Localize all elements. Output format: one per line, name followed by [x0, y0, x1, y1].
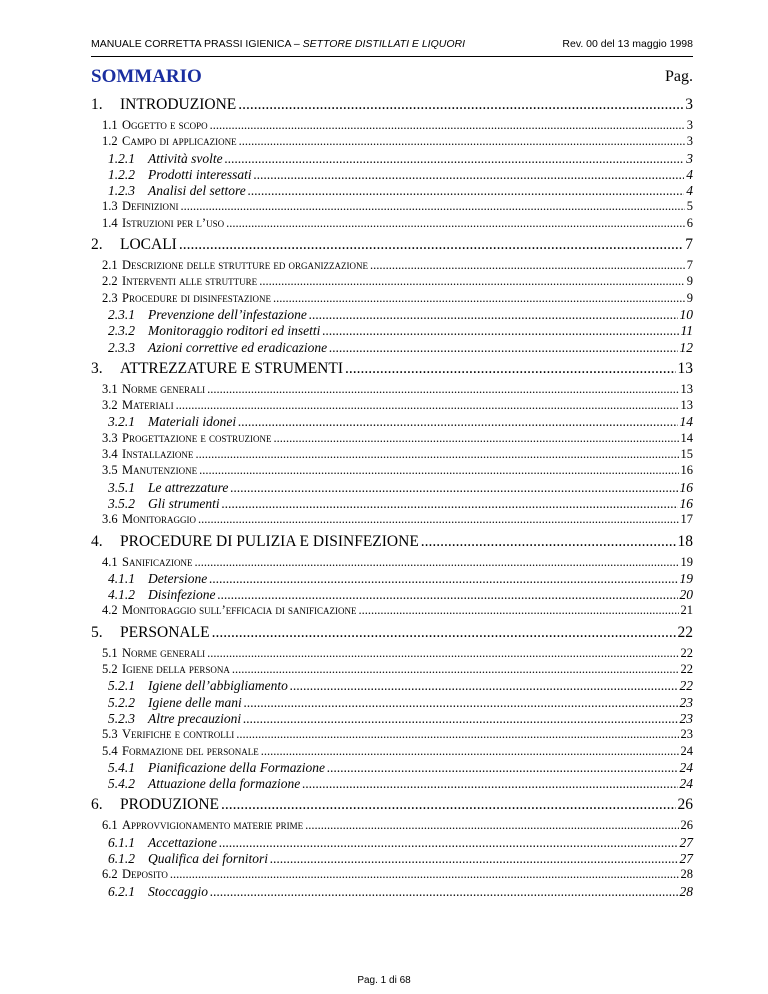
header-title-sector: SETTORE DISTILLATI E LIQUORI — [302, 38, 466, 50]
toc-subsection[interactable] — [91, 776, 693, 792]
toc-section[interactable] — [91, 431, 693, 447]
toc-entry-label: Altre precauzioni — [148, 710, 242, 726]
toc-chapter[interactable] — [91, 624, 693, 646]
page-column-label: Pag. — [665, 68, 693, 85]
toc-subsection[interactable] — [91, 167, 693, 183]
toc-section[interactable] — [91, 382, 693, 398]
toc-entry-page: 24 — [679, 759, 693, 775]
toc-section[interactable] — [91, 603, 693, 619]
toc-entry-label: Gli strumenti — [148, 495, 220, 511]
header-title — [91, 38, 465, 50]
toc-entry-label: Deposito — [122, 867, 168, 882]
toc-entry-label: Igiene delle mani — [148, 694, 242, 710]
toc-entry-number: 6.1.1 — [108, 834, 135, 850]
toc-dot-leader — [236, 727, 678, 740]
toc-dot-leader — [327, 760, 678, 774]
toc-dot-leader — [199, 463, 678, 476]
toc-entry-page: 9 — [686, 290, 693, 305]
toc-chapter[interactable] — [91, 236, 693, 258]
toc-entry-number: 2.2 — [102, 274, 118, 289]
toc-dot-leader — [207, 646, 678, 659]
toc-dot-leader — [181, 199, 685, 212]
toc-subsection[interactable] — [91, 711, 693, 727]
toc-entry-number: 1.2 — [102, 134, 118, 149]
toc-dot-leader — [239, 134, 685, 147]
header-title-prefix: MANUALE CORRETTA PRASSI IGIENICA – — [91, 38, 303, 50]
toc-entry-page: 14 — [679, 414, 693, 430]
toc-section[interactable] — [91, 727, 693, 743]
toc-entry-label: Attività svolte — [148, 150, 223, 166]
toc-section[interactable] — [91, 867, 693, 883]
toc-entry-label: Verifiche e controlli — [122, 727, 235, 742]
toc-subsection[interactable] — [91, 480, 693, 496]
toc-entry-label: Qualifica dei fornitori — [148, 850, 268, 866]
toc-entry-label: Igiene dell’abbigliamento — [148, 678, 288, 694]
toc-dot-leader — [225, 151, 685, 165]
toc-entry-page: 16 — [679, 495, 693, 511]
toc-entry-number: 3.2.1 — [108, 414, 135, 430]
toc-entry-page: 23 — [679, 710, 693, 726]
toc-entry-label: Procedure di disinfestazione — [122, 290, 271, 305]
toc-entry-number: 1.2.3 — [108, 183, 135, 199]
toc-entry-label: Manutenzione — [122, 463, 198, 478]
toc-entry-label: Prevenzione dell’infestazione — [148, 306, 307, 322]
toc-entry-number: 4.1.1 — [108, 570, 135, 586]
toc-chapter[interactable] — [91, 533, 693, 555]
toc-entry-number: 5.2.2 — [108, 694, 135, 710]
toc-entry-label: Attuazione della formazione — [148, 776, 301, 792]
toc-entry-label: Monitoraggio sull’efficacia di sanificazione — [122, 603, 357, 618]
toc-entry-number: 1. — [91, 96, 103, 113]
toc-dot-leader — [179, 236, 683, 252]
toc-dot-leader — [230, 480, 677, 494]
toc-entry-page: 3 — [686, 118, 693, 132]
toc-entry-number: 4.2 — [102, 603, 118, 618]
toc-entry-number: 3.2 — [102, 398, 118, 413]
toc-dot-leader — [210, 884, 678, 898]
toc-section[interactable] — [91, 398, 693, 414]
toc-dot-leader — [209, 571, 677, 585]
toc-entry-number: 5.2.1 — [108, 678, 135, 694]
toc-subsection[interactable] — [91, 340, 693, 356]
toc-entry-number: 5.4.1 — [108, 759, 135, 775]
toc-entry-page: 13 — [680, 398, 693, 413]
header-revision: Rev. 00 del 13 maggio 1998 — [562, 38, 693, 50]
toc-entry-number: 1.2.2 — [108, 166, 135, 182]
toc-dot-leader — [345, 360, 675, 376]
toc-section[interactable] — [91, 646, 693, 662]
toc-dot-leader — [370, 258, 685, 271]
toc-dot-leader — [207, 382, 678, 395]
toc-entry-label: Materiali idonei — [148, 414, 237, 430]
toc-entry-page: 17 — [680, 512, 693, 527]
toc-entry-page: 13 — [680, 381, 693, 396]
toc-entry-number: 3. — [91, 359, 103, 377]
toc-dot-leader — [222, 496, 678, 510]
toc-entry-page: 15 — [680, 447, 693, 462]
toc-section[interactable] — [91, 274, 693, 290]
toc-entry-number: 5.1 — [102, 645, 118, 660]
toc-entry-page: 26 — [680, 818, 693, 833]
toc-entry-number: 3.4 — [102, 447, 118, 462]
toc-dot-leader — [305, 818, 678, 831]
toc-entry-label: Progettazione e costruzione — [122, 430, 272, 445]
toc-section[interactable] — [91, 291, 693, 307]
toc-section[interactable] — [91, 258, 693, 274]
toc-subsection[interactable] — [91, 496, 693, 512]
toc-section[interactable] — [91, 199, 693, 215]
toc-entry-label: Descrizione delle strutture ed organizzazione — [122, 258, 368, 273]
toc-entry-label: Campo di applicazione — [122, 134, 237, 149]
toc-subsection[interactable] — [91, 414, 693, 430]
toc-entry-page: 5 — [686, 199, 693, 214]
toc-dot-leader — [195, 447, 678, 460]
toc-entry-label: Istruzioni per l’uso — [122, 215, 225, 230]
toc-entry-number: 4.1.2 — [108, 587, 135, 603]
toc-dot-leader — [176, 398, 679, 411]
toc-entry-page: 7 — [685, 236, 693, 254]
toc-entry-number: 2.3.3 — [108, 339, 135, 355]
toc-entry-number: 1.1 — [102, 118, 118, 132]
toc-entry-page: 22 — [677, 623, 693, 641]
toc-entry-page: 28 — [679, 883, 693, 899]
toc-dot-leader — [221, 796, 675, 812]
toc-dot-leader — [421, 533, 676, 549]
toc-entry-page: 19 — [680, 554, 693, 569]
toc-entry-page: 9 — [686, 274, 693, 289]
toc-entry-page: 3 — [686, 134, 693, 149]
toc-entry-page: 20 — [679, 587, 693, 603]
toc-entry-number: 3.3 — [102, 430, 118, 445]
toc-dot-leader — [198, 512, 679, 525]
toc-dot-leader — [358, 603, 678, 616]
toc-entry-number: 1.2.1 — [108, 150, 135, 166]
toc-entry-page: 4 — [686, 183, 693, 199]
toc-dot-leader — [273, 291, 685, 304]
toc-entry-number: 3.5 — [102, 463, 118, 478]
toc-entry-page: 10 — [679, 306, 693, 322]
toc-dot-leader — [226, 216, 685, 229]
toc-entry-label: Interventi alle strutture — [122, 274, 258, 289]
toc-subsection[interactable] — [91, 571, 693, 587]
toc-title: SOMMARIO — [91, 66, 202, 87]
toc-chapter[interactable] — [91, 796, 693, 818]
toc-dot-leader — [248, 183, 685, 197]
toc-entry-label: LOCALI — [120, 236, 177, 254]
toc-dot-leader — [212, 624, 676, 640]
toc-entry-page: 14 — [680, 430, 693, 445]
toc-entry-page: 21 — [680, 603, 693, 618]
toc-entry-label: Azioni correttive ed eradicazione — [148, 339, 328, 355]
toc-entry-number: 4.1 — [102, 554, 118, 569]
toc-section[interactable] — [91, 216, 693, 232]
toc-entry-page: 6 — [686, 215, 693, 230]
toc-entry-label: Definizioni — [122, 199, 179, 214]
toc-section[interactable] — [91, 744, 693, 760]
toc-entry-label: Oggetto e scopo — [122, 118, 208, 132]
toc-entry-number: 4. — [91, 532, 103, 550]
toc-entry-label: Monitoraggio — [122, 512, 196, 527]
toc-entry-label: Stoccaggio — [148, 883, 208, 899]
toc-entry-label: Igiene della persona — [122, 662, 230, 677]
toc-subsection[interactable] — [91, 835, 693, 851]
toc-entry-label: Norme generali — [122, 381, 206, 396]
toc-entry-label: PROCEDURE DI PULIZIA E DISINFEZIONE — [120, 532, 419, 550]
toc-subsection[interactable] — [91, 678, 693, 694]
toc-entry-label: Formazione del personale — [122, 743, 259, 758]
toc-entry-page: 23 — [679, 694, 693, 710]
toc-entry-page: 18 — [677, 532, 693, 550]
toc-entry-number: 5. — [91, 623, 103, 641]
toc-subsection[interactable] — [91, 851, 693, 867]
page-header — [91, 38, 693, 52]
toc-entry-number: 2.3.2 — [108, 323, 135, 339]
toc-entry-label: Analisi del settore — [148, 183, 246, 199]
toc-dot-leader — [194, 555, 678, 568]
toc-section[interactable] — [91, 134, 693, 150]
toc-entry-label: Installazione — [122, 447, 194, 462]
toc-entry-number: 3.5.1 — [108, 479, 135, 495]
toc-entry-label: Prodotti interessati — [148, 166, 252, 182]
toc-dot-leader — [243, 711, 677, 725]
toc-entry-number: 3.5.2 — [108, 495, 135, 511]
header-rule — [91, 56, 693, 57]
toc-entry-number: 2.3.1 — [108, 306, 135, 322]
toc-entry-label: Detersione — [148, 570, 208, 586]
toc-section[interactable] — [91, 555, 693, 571]
toc-entry-page: 4 — [686, 166, 693, 182]
toc-section[interactable] — [91, 463, 693, 479]
toc-chapter[interactable] — [91, 96, 693, 118]
toc-dot-leader — [302, 776, 677, 790]
toc-dot-leader — [290, 678, 678, 692]
toc-entry-page: 11 — [680, 323, 693, 339]
toc-entry-number: 5.4.2 — [108, 776, 135, 792]
toc-entry-label: Le attrezzature — [148, 479, 229, 495]
toc-entry-page: 26 — [677, 796, 693, 814]
toc-dot-leader — [238, 96, 683, 112]
toc-entry-page: 27 — [679, 834, 693, 850]
toc-entry-number: 5.2.3 — [108, 710, 135, 726]
toc-chapter[interactable] — [91, 360, 693, 382]
toc-entry-number: 6. — [91, 796, 103, 814]
toc-entry-number: 3.1 — [102, 381, 118, 396]
toc-entry-label: PRODUZIONE — [120, 796, 220, 814]
toc-entry-number: 1.4 — [102, 215, 118, 230]
toc-dot-leader — [322, 323, 678, 337]
toc-entry-label: Norme generali — [122, 645, 206, 660]
toc-entry-page: 27 — [679, 850, 693, 866]
toc-entry-number: 2.3 — [102, 290, 118, 305]
toc-dot-leader — [270, 851, 678, 865]
toc-entry-label: Approvvigionamento materie prime — [122, 818, 304, 833]
toc-entry-page: 28 — [680, 867, 693, 882]
toc-dot-leader — [259, 274, 685, 287]
toc-entry-label: Pianificazione della Formazione — [148, 759, 325, 775]
toc-entry-page: 22 — [680, 645, 693, 660]
table-of-contents — [91, 92, 693, 900]
toc-entry-page: 22 — [680, 662, 693, 677]
toc-dot-leader — [238, 414, 677, 428]
toc-entry-number: 6.2.1 — [108, 883, 135, 899]
toc-entry-number: 2. — [91, 236, 103, 254]
toc-entry-page: 24 — [679, 776, 693, 792]
toc-subsection[interactable] — [91, 307, 693, 323]
toc-subsection[interactable] — [91, 183, 693, 199]
toc-entry-label: Materiali — [122, 398, 174, 413]
toc-entry-label: PERSONALE — [120, 623, 210, 641]
toc-entry-number: 2.1 — [102, 258, 118, 273]
toc-entry-page: 16 — [680, 463, 693, 478]
toc-entry-number: 6.1 — [102, 818, 118, 833]
toc-entry-number: 5.4 — [102, 743, 118, 758]
toc-subsection[interactable] — [91, 760, 693, 776]
toc-entry-number: 3.6 — [102, 512, 118, 527]
toc-dot-leader — [218, 587, 678, 601]
toc-dot-leader — [261, 744, 679, 757]
toc-dot-leader — [244, 695, 678, 709]
toc-subsection[interactable] — [91, 587, 693, 603]
toc-entry-page: 23 — [680, 727, 693, 742]
toc-subsection[interactable] — [91, 323, 693, 339]
toc-dot-leader — [309, 307, 678, 321]
toc-dot-leader — [329, 340, 677, 354]
toc-entry-number: 5.2 — [102, 662, 118, 677]
toc-entry-page: 3 — [686, 150, 693, 166]
toc-entry-page: 16 — [679, 479, 693, 495]
toc-section[interactable] — [91, 512, 693, 528]
toc-entry-number: 6.2 — [102, 867, 118, 882]
toc-dot-leader — [254, 167, 685, 181]
toc-entry-label: ATTREZZATURE E STRUMENTI — [120, 359, 344, 377]
toc-entry-label: Monitoraggio roditori ed insetti — [148, 323, 321, 339]
toc-entry-page: 24 — [680, 743, 693, 758]
toc-entry-page: 22 — [679, 678, 693, 694]
toc-entry-page: 12 — [679, 339, 693, 355]
toc-entry-label: Sanificazione — [122, 554, 193, 569]
toc-entry-label: INTRODUZIONE — [120, 96, 237, 113]
toc-dot-leader — [210, 118, 685, 131]
toc-entry-number: 1.3 — [102, 199, 118, 214]
toc-entry-page: 7 — [686, 258, 693, 273]
toc-section[interactable] — [91, 447, 693, 463]
toc-entry-label: Accettazione — [148, 834, 217, 850]
toc-dot-leader — [219, 835, 678, 849]
toc-dot-leader — [232, 662, 679, 675]
toc-entry-number: 6.1.2 — [108, 850, 135, 866]
toc-dot-leader — [170, 867, 679, 880]
toc-entry-label: Disinfezione — [148, 587, 216, 603]
toc-section[interactable] — [91, 118, 693, 134]
page-footer: Pag. 1 di 68 — [357, 975, 411, 986]
toc-subsection[interactable] — [91, 695, 693, 711]
toc-subsection[interactable] — [91, 884, 693, 900]
toc-section[interactable] — [91, 818, 693, 834]
toc-entry-number: 5.3 — [102, 727, 118, 742]
toc-entry-page: 19 — [679, 570, 693, 586]
toc-subsection[interactable] — [91, 151, 693, 167]
toc-dot-leader — [273, 431, 678, 444]
toc-section[interactable] — [91, 662, 693, 678]
toc-entry-page: 3 — [685, 96, 693, 113]
toc-entry-page: 13 — [677, 359, 693, 377]
